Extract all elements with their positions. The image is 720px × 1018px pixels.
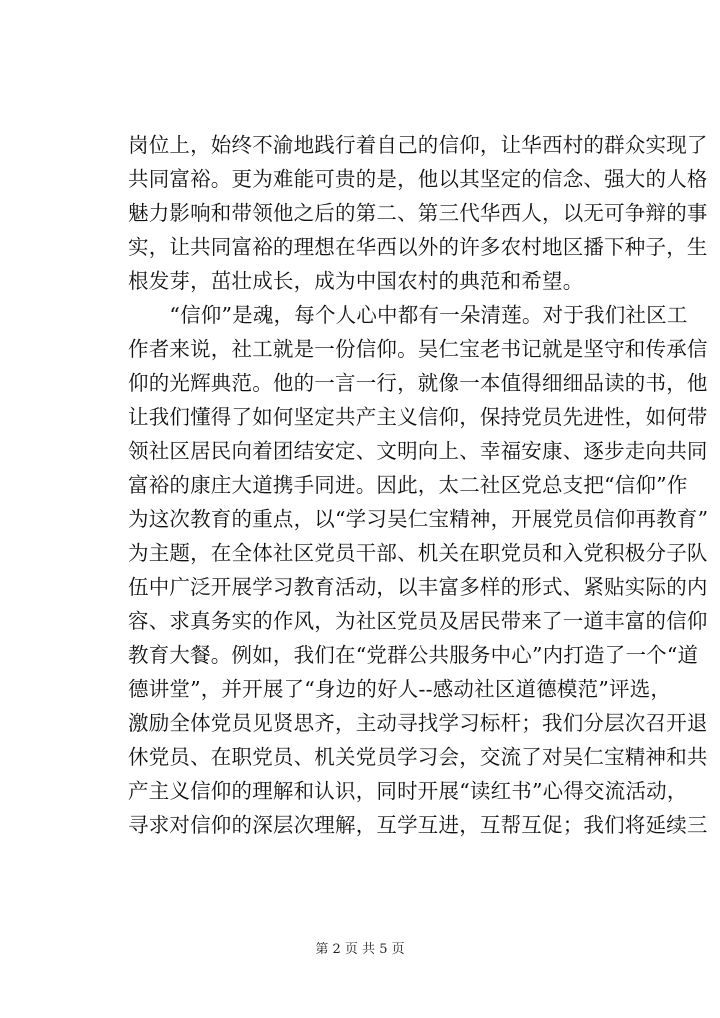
text-line: 休党员、在职党员、机关党员学习会，交流了对吴仁宝精神和共 xyxy=(128,745,708,769)
text-line: 德讲堂”，并开展了“身边的好人--感动社区道德模范”评选， xyxy=(128,677,672,701)
text-line: 作者来说，社工就是一份信仰。吴仁宝老书记就是坚守和传承信 xyxy=(128,337,708,361)
text-line: 根发芽，茁壮成长，成为中国农村的典范和希望。 xyxy=(128,269,584,293)
text-line: 共同富裕。更为难能可贵的是，他以其坚定的信念、强大的人格 xyxy=(128,167,708,191)
text-line: 魅力影响和带领他之后的第二、第三代华西人，以无可争辩的事 xyxy=(128,201,708,225)
text-line: 富裕的康庄大道携手同进。因此，太二社区党总支把“信仰”作 xyxy=(128,473,688,497)
text-line: 岗位上，始终不渝地践行着自己的信仰，让华西村的群众实现了 xyxy=(128,133,708,157)
text-line: 为这次教育的重点，以“学习吴仁宝精神，开展党员信仰再教育” xyxy=(128,507,709,531)
text-line: “信仰”是魂，每个人心中都有一朵清莲。对于我们社区工 xyxy=(128,303,688,327)
text-line: 为主题，在全体社区党员干部、机关在职党员和入党积极分子队 xyxy=(128,541,708,565)
text-line: 领社区居民向着团结安定、文明向上、幸福安康、逐步走向共同 xyxy=(128,439,708,463)
text-line: 伍中广泛开展学习教育活动，以丰富多样的形式、紧贴实际的内 xyxy=(128,575,708,599)
page-number-footer: 第 2 页 共 5 页 xyxy=(315,942,405,957)
text-line: 教育大餐。例如，我们在“党群公共服务中心”内打造了一个“道 xyxy=(128,643,699,667)
text-line: 仰的光辉典范。他的一言一行，就像一本值得细细品读的书，他 xyxy=(128,371,708,395)
text-line: 实，让共同富裕的理想在华西以外的许多农村地区播下种子，生 xyxy=(128,235,708,259)
text-line: 让我们懂得了如何坚定共产主义信仰，保持党员先进性，如何带 xyxy=(128,405,708,429)
text-line: 产主义信仰的理解和认识，同时开展“读红书”心得交流活动， xyxy=(128,779,688,803)
text-line: 激励全体党员见贤思齐，主动寻找学习标杆；我们分层次召开退 xyxy=(128,711,708,735)
text-line: 容、求真务实的作风，为社区党员及居民带来了一道丰富的信仰 xyxy=(128,609,708,633)
text-line: 寻求对信仰的深层次理解，互学互进，互帮互促；我们将延续三 xyxy=(128,813,708,837)
